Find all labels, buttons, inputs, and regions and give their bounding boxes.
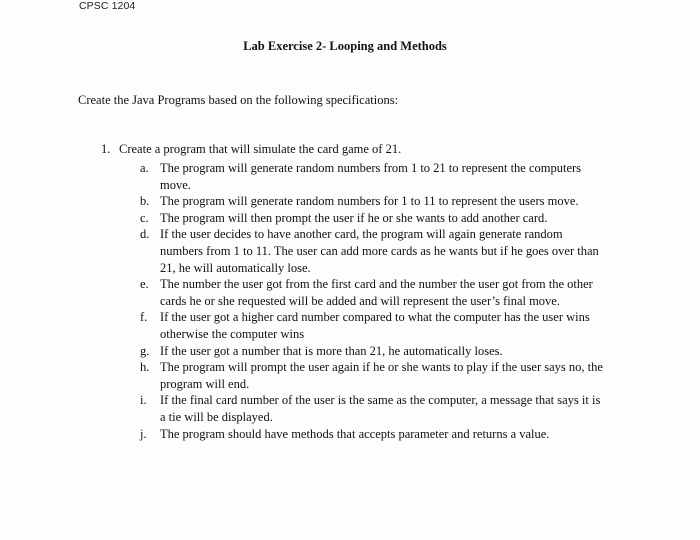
list-item-letter: g.: [140, 343, 150, 358]
list-item-text: The program will prompt the user again if he or she wants to play if the user says no, the program will end.: [160, 360, 603, 391]
list-item-text: If the user got a higher card number compared to what the computer has the user wins otherwise the computer wins: [160, 310, 590, 341]
list-item-letter: b.: [140, 194, 150, 209]
list-item-text: If the user decides to have another card, the program will again generate random numbers from 1 to 11. The user can add more cards as he wants but if he goes over than 21, he will automatically lose.: [160, 227, 599, 275]
list-item-letter: e.: [140, 277, 149, 292]
list-item: [0, 210, 700, 227]
list-item-text: If the final card number of the user is the same as the computer, a message that says it is a tie will be displayed.: [160, 393, 601, 424]
list-item-text: The program should have methods that accepts parameter and returns a value.: [160, 426, 550, 441]
list-item: [0, 160, 700, 193]
list-item: [0, 276, 700, 309]
list-item: [0, 359, 700, 392]
list-item-text: The program will then prompt the user if he or she wants to add another card.: [160, 210, 548, 225]
list-item-text: If the user got a number that is more than 21, he automatically loses.: [160, 343, 503, 358]
specification-list: [0, 160, 700, 442]
list-item: [0, 309, 700, 342]
list-item: [0, 193, 700, 210]
list-item: [0, 226, 700, 276]
list-item: [0, 426, 700, 443]
list-item-text: The program will generate random numbers from 1 to 21 to represent the computers move.: [160, 161, 582, 192]
list-item-text: The program will generate random numbers for 1 to 11 to represent the users move.: [160, 194, 579, 209]
list-item-text: The number the user got from the first card and the number the user got from the other cards he or she requested will be added and will represent the user’s final move.: [160, 277, 593, 308]
list-item-letter: c.: [140, 210, 149, 225]
intro-text: Create the Java Programs based on the following specifications:: [78, 93, 399, 107]
question-number: 1.: [101, 142, 111, 156]
list-item: [0, 343, 700, 360]
question-text: Create a program that will simulate the card game of 21.: [119, 142, 402, 156]
document-title: Lab Exercise 2- Looping and Methods: [243, 39, 447, 53]
list-item-letter: d.: [140, 227, 150, 242]
list-item-letter: i.: [140, 393, 147, 408]
list-item-letter: a.: [140, 161, 149, 175]
list-item-letter: h.: [140, 360, 150, 375]
list-item-letter: f.: [140, 310, 148, 325]
list-item-letter: j.: [140, 426, 147, 441]
course-code-header: CPSC 1204: [79, 0, 136, 12]
list-item: [0, 392, 700, 425]
